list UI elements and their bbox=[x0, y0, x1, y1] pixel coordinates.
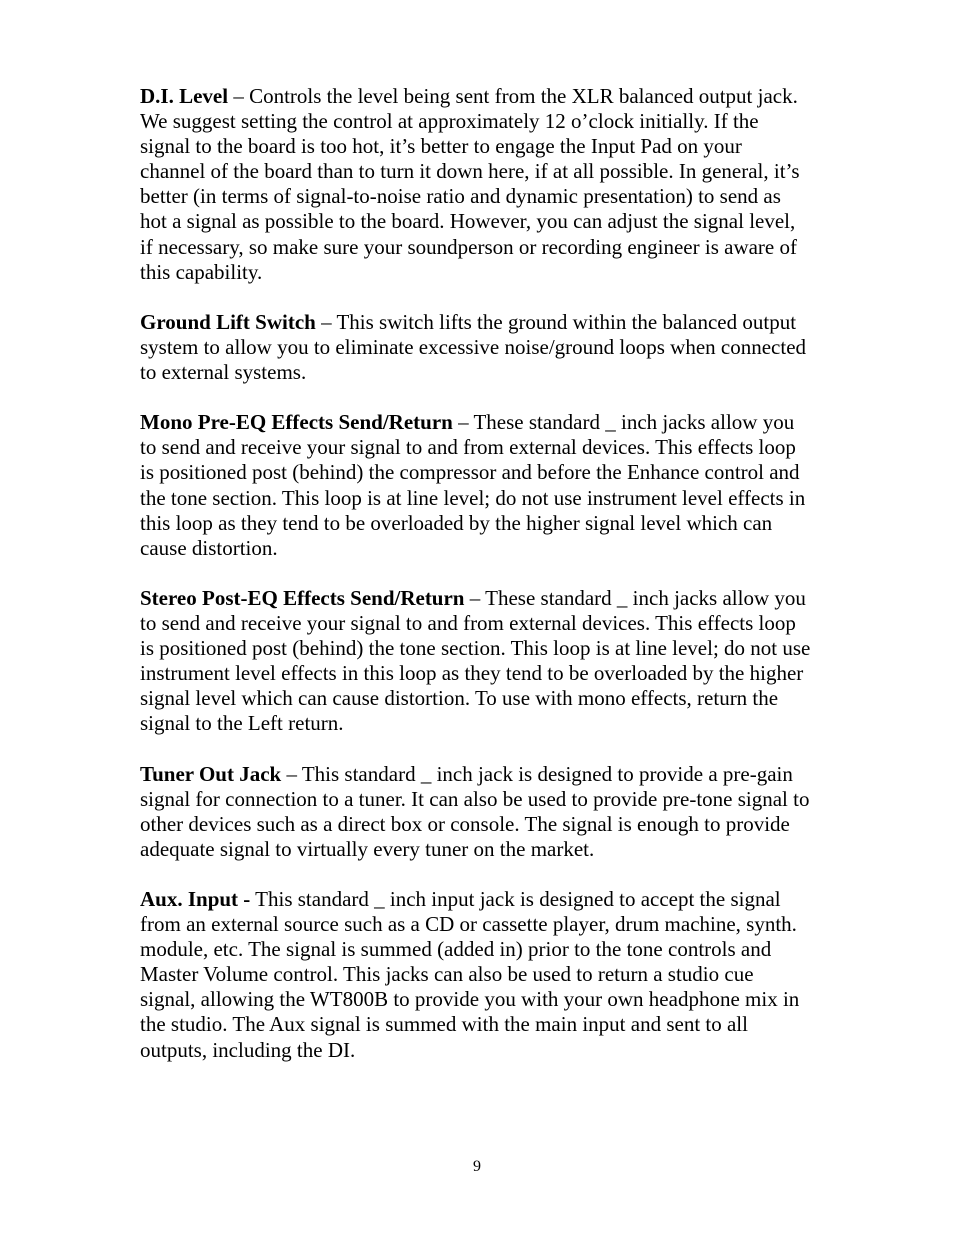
section-separator: – bbox=[452, 410, 474, 435]
section-title: Stereo Post-EQ Effects Send/Return bbox=[140, 585, 465, 610]
section-aux-input bbox=[140, 887, 812, 1063]
section-title: Tuner Out Jack bbox=[140, 761, 282, 786]
section-stereo-post-eq-effects bbox=[140, 586, 812, 737]
section-ground-lift-switch bbox=[140, 310, 812, 385]
section-title: Mono Pre-EQ Effects Send/Return bbox=[140, 410, 453, 435]
section-title: Aux. Input - bbox=[140, 887, 251, 911]
section-separator: – bbox=[464, 585, 486, 610]
section-tuner-out-jack bbox=[140, 762, 812, 862]
section-body: These standard _ inch jacks allow you to send and receive your signal to and from external devices. This effects loop is positioned post (behind) the tone section. This loop is at line level; do not use instrument level effects in this loop as they tend to be overloaded by the higher signal level which can cause distortion. To use with mono effects, return the signal to the Left return. bbox=[140, 585, 811, 736]
section-separator: – bbox=[315, 309, 337, 334]
page-body bbox=[140, 84, 812, 1088]
section-body: This standard _ inch input jack is designed to accept the signal from an external source such as a CD or cassette player, drum machine, synth. module, etc. The signal is summed (added in) prior to the tone controls and Master Volume control. This jacks can also be used to return a studio cue signal, allowing the WT800B to provide you with your own headphone mix in the studio. The Aux signal is summed with the main input and sent to all outputs, including the DI. bbox=[140, 887, 800, 1062]
section-di-level bbox=[140, 84, 812, 285]
section-separator: – bbox=[228, 84, 250, 108]
section-body: This standard _ inch jack is designed to provide a pre-gain signal for connection to a tuner. It can also be used to provide pre-tone signal to other devices such as a direct box or console. The signal is enough to provide adequate signal to virtually every tuner on the market. bbox=[140, 761, 810, 861]
section-separator: – bbox=[281, 761, 302, 786]
section-mono-pre-eq-effects bbox=[140, 410, 812, 561]
section-title: D.I. Level bbox=[140, 84, 229, 108]
section-body: These standard _ inch jacks allow you to send and receive your signal to and from external devices. This effects loop is positioned post (behind) the compressor and before the Enhance control and the tone section. This loop is at line level; do not use instrument level effects in this loop as they tend to be overloaded by the higher signal level which can cause distortion. bbox=[140, 410, 806, 560]
section-body: This switch lifts the ground within the balanced output system to allow you to eliminate excessive noise/ground loops when connected to external systems. bbox=[140, 309, 807, 385]
section-title: Ground Lift Switch bbox=[140, 309, 316, 334]
page-number: 9 bbox=[473, 1158, 481, 1175]
section-body: Controls the level being sent from the XLR balanced output jack. We suggest setting the control at approximately 12 o’clock initially. If the signal to the board is too hot, it’s better to engage the Input Pad on your channel of the board than to turn it down here, if at all possible. In general, it’s better (in terms of signal-to-noise ratio and dynamic presentation) to send as hot a signal as possible to the board. However, you can adjust the signal level, if necessary, so make sure your soundperson or recording engineer is aware of this capability. bbox=[140, 84, 800, 284]
